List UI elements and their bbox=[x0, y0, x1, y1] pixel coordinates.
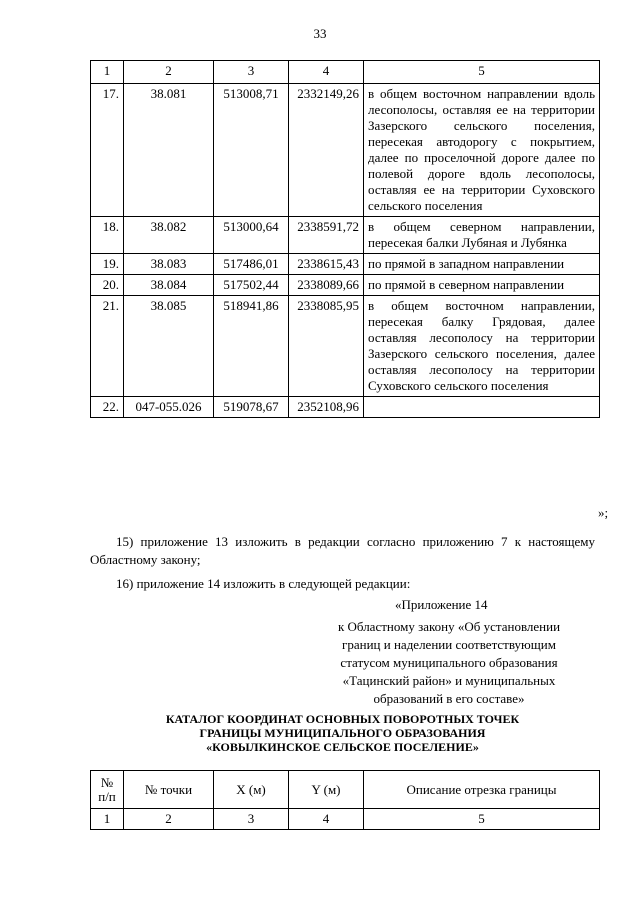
table-header-row bbox=[91, 61, 600, 84]
y-coordinate: 2338615,43 bbox=[289, 254, 364, 275]
appendix-reference bbox=[318, 618, 580, 708]
index-cell: 4 bbox=[289, 809, 364, 830]
catalog-table bbox=[90, 770, 600, 830]
row-number: 22. bbox=[91, 397, 124, 418]
table-row bbox=[91, 84, 600, 217]
appendix-line: границ и наделении соответствующим bbox=[342, 637, 556, 652]
x-coordinate: 518941,86 bbox=[214, 296, 289, 397]
x-coordinate: 517502,44 bbox=[214, 275, 289, 296]
y-coordinate: 2338591,72 bbox=[289, 217, 364, 254]
catalog-heading-line: «КОВЫЛКИНСКОЕ СЕЛЬСКОЕ ПОСЕЛЕНИЕ» bbox=[206, 740, 479, 754]
segment-description: в общем северном направлении, пересекая балки Лубяная и Лубянка bbox=[364, 217, 600, 254]
y-coordinate: 2332149,26 bbox=[289, 84, 364, 217]
appendix-line: статусом муниципального образования bbox=[340, 655, 558, 670]
catalog-heading-line: ГРАНИЦЫ МУНИЦИПАЛЬНОГО ОБРАЗОВАНИЯ bbox=[199, 726, 486, 740]
y-coordinate: 2352108,96 bbox=[289, 397, 364, 418]
appendix-line: «Тацинский район» и муниципальных bbox=[342, 673, 556, 688]
row-number: 18. bbox=[91, 217, 124, 254]
header-point-cell: № точки bbox=[124, 771, 214, 809]
point-id: 38.083 bbox=[124, 254, 214, 275]
row-number: 21. bbox=[91, 296, 124, 397]
y-coordinate: 2338089,66 bbox=[289, 275, 364, 296]
segment-description: по прямой в западном направлении bbox=[364, 254, 600, 275]
point-id: 38.084 bbox=[124, 275, 214, 296]
point-id: 38.082 bbox=[124, 217, 214, 254]
x-coordinate: 513008,71 bbox=[214, 84, 289, 217]
header-num-cell bbox=[91, 771, 124, 809]
row-number: 19. bbox=[91, 254, 124, 275]
header-cell: 2 bbox=[124, 61, 214, 84]
header-num-line: № bbox=[100, 774, 114, 790]
header-x-cell: X (м) bbox=[214, 771, 289, 809]
header-cell: 1 bbox=[91, 61, 124, 84]
table-row bbox=[91, 217, 600, 254]
x-coordinate: 519078,67 bbox=[214, 397, 289, 418]
y-coordinate: 2338085,95 bbox=[289, 296, 364, 397]
header-cell: 5 bbox=[364, 61, 600, 84]
header-num-line: п/п bbox=[98, 788, 116, 804]
appendix-line: к Областному закону «Об установлении bbox=[337, 619, 561, 634]
paragraph-item-16: 16) приложение 14 изложить в следующей редакции: bbox=[116, 576, 411, 591]
coordinates-table-continued bbox=[90, 60, 600, 418]
index-cell: 1 bbox=[91, 809, 124, 830]
table-row bbox=[91, 296, 600, 397]
row-number: 17. bbox=[91, 84, 124, 217]
segment-description: по прямой в северном направлении bbox=[364, 275, 600, 296]
point-id: 047-055.026 bbox=[124, 397, 214, 418]
segment-description: в общем восточном направлении, пересекая балку Грядовая, далее оставляя лесополосу на территории Зазерского сельского поселения, далее оставляя лесополосу на территории Суховского сельского поселения bbox=[364, 296, 600, 397]
row-number: 20. bbox=[91, 275, 124, 296]
catalog-heading-line: КАТАЛОГ КООРДИНАТ ОСНОВНЫХ ПОВОРОТНЫХ ТОЧЕК bbox=[165, 712, 520, 726]
segment-description: в общем восточном направлении вдоль лесополосы, оставляя ее на территории Зазерского сельского поселения, пересекая автодорогу с покрытием, далее по проселочной дороге далее по полевой дороге вдоль лесополосы, оставляя ее на территории Суховского сельского поселения bbox=[364, 84, 600, 217]
point-id: 38.081 bbox=[124, 84, 214, 217]
quote-close-mark: »; bbox=[598, 505, 609, 520]
catalog-heading bbox=[110, 712, 575, 754]
index-cell: 2 bbox=[124, 809, 214, 830]
index-row bbox=[91, 809, 600, 830]
point-id: 38.085 bbox=[124, 296, 214, 397]
header-desc-cell: Описание отрезка границы bbox=[364, 771, 600, 809]
header-cell: 3 bbox=[214, 61, 289, 84]
appendix-title: «Приложение 14 bbox=[395, 597, 488, 612]
page-number: 33 bbox=[313, 26, 327, 41]
table-row bbox=[91, 397, 600, 418]
appendix-line: образований в его составе» bbox=[373, 691, 525, 706]
header-cell: 4 bbox=[289, 61, 364, 84]
header-y-cell: Y (м) bbox=[289, 771, 364, 809]
segment-description bbox=[364, 397, 600, 418]
table-header-row bbox=[91, 771, 600, 809]
paragraph-item-15: 15) приложение 13 изложить в редакции согласно приложению 7 к настоящему Областному закону; bbox=[90, 534, 595, 567]
x-coordinate: 517486,01 bbox=[214, 254, 289, 275]
table-row bbox=[91, 254, 600, 275]
x-coordinate: 513000,64 bbox=[214, 217, 289, 254]
index-cell: 5 bbox=[364, 809, 600, 830]
table-row bbox=[91, 275, 600, 296]
index-cell: 3 bbox=[214, 809, 289, 830]
